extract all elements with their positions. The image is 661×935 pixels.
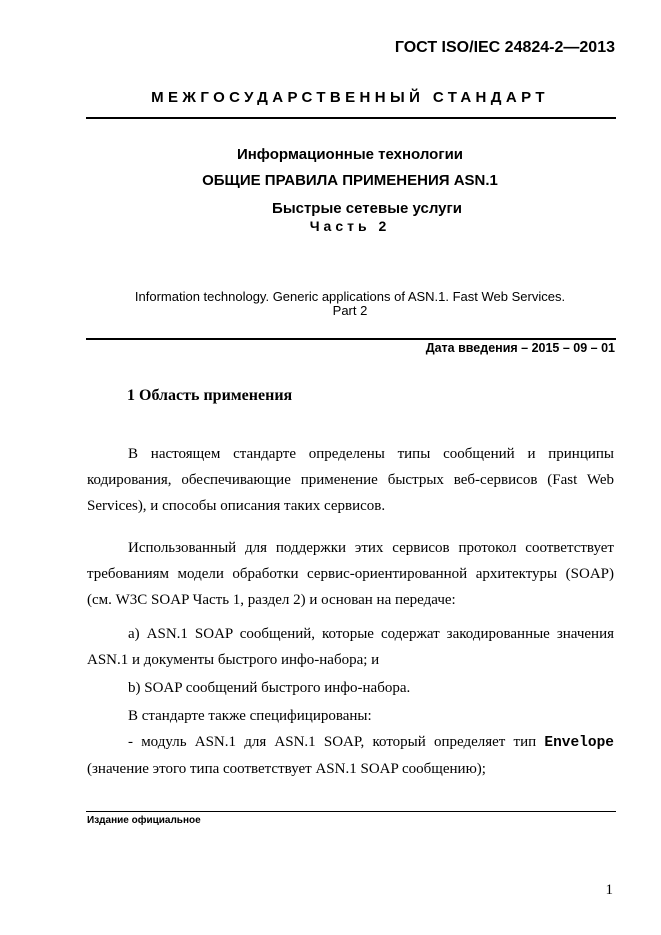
- english-title-line-1: Information technology. Generic applications of ASN.1. Fast Web Services.: [134, 289, 566, 304]
- list-item-a: а) ASN.1 SOAP сообщений, которые содержат закодированные значения ASN.1 и документы быстрого инфо-набора; и: [87, 626, 614, 668]
- paragraph-scope: В настоящем стандарте определены типы сообщений и принципы кодирования, обеспечивающие применение быстрых веб-сервисов (Fast Web Services), и способы описания таких сервисов.: [87, 446, 614, 514]
- middle-divider: [86, 338, 616, 340]
- page-number: 1: [605, 882, 613, 898]
- english-title-line-2: Part 2: [332, 303, 368, 318]
- official-edition-label: Издание официальное: [87, 815, 201, 826]
- envelope-keyword: Envelope: [544, 735, 614, 751]
- introduction-date: Дата введения – 2015 – 09 – 01: [425, 341, 615, 355]
- footer-divider: [86, 811, 616, 812]
- list-item-module: - модуль ASN.1 для ASN.1 SOAP, который определяет тип Envelope (значение этого типа соответствует ASN.1 SOAP сообщению);: [87, 734, 614, 777]
- title-line-2: ОБЩИЕ ПРАВИЛА ПРИМЕНЕНИЯ ASN.1: [202, 172, 498, 189]
- paragraph-protocol: Использованный для поддержки этих сервисов протокол соответствует требованиям модели обработки сервис-ориентированной архитектуры (SOAP) (см. W3C SOAP Часть 1, раздел 2) и основан на передаче:: [87, 540, 614, 608]
- document-code: ГОСТ ISO/IEC 24824-2—2013: [394, 39, 615, 56]
- title-line-3: Быстрые сетевые услуги: [272, 200, 462, 217]
- top-divider: [86, 117, 616, 119]
- list-item-b: b) SOAP сообщений быстрого инфо-набора.: [128, 680, 411, 696]
- section-heading: 1 Область применения: [127, 387, 293, 404]
- standard-type-heading: МЕЖГОСУДАРСТВЕННЫЙ СТАНДАРТ: [151, 89, 549, 106]
- title-line-1: Информационные технологии: [236, 146, 464, 163]
- paragraph-also-specified: В стандарте также специфицированы:: [128, 708, 372, 724]
- title-line-4: Часть 2: [309, 218, 391, 234]
